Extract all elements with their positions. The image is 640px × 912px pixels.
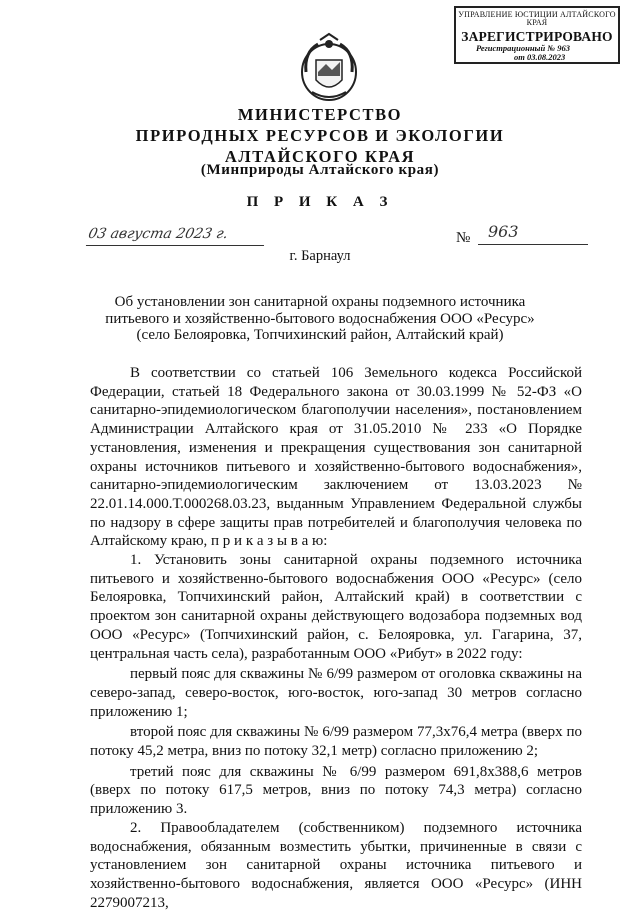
subject-line-1: Об установлении зон санитарной охраны подземного источника (114, 294, 526, 310)
stamp-registration-number: Регистрационный № 963 (476, 42, 570, 53)
document-type: П Р И К А З (246, 194, 394, 210)
ministry-short-name: (Минприроды Алтайского края) (200, 162, 440, 178)
document-subject (100, 294, 540, 344)
item-1-paragraph: 1. Установить зоны санитарной охраны подземного источника питьевого и хозяйственно-бытового водоснабжения ООО «Ресурс» (село Белояровка, Топчихинский район, Алтайский край) в соответствии с проектом зон санитарной охраны действующего водозабора подземных вод ООО «Ресурс» (Топчихинский район, с. Белояровка, ул. Гагарина, 37, центральная часть села), разработанным ООО «Рибут» в 2022 году: (90, 552, 582, 662)
handwritten-number: 963 (478, 222, 588, 245)
stamp-registered-label: ЗАРЕГИСТРИРОВАНО (461, 28, 613, 44)
registration-stamp (454, 6, 620, 64)
handwritten-date: 03 августа 2023 г. (86, 226, 268, 246)
ministry-line-3: АЛТАЙСКОГО КРАЯ (224, 147, 416, 166)
ministry-line-2: ПРИРОДНЫХ РЕСУРСОВ И ЭКОЛОГИИ (135, 126, 505, 145)
subject-line-2: питьевого и хозяйственно-бытового водоснабжения ООО «Ресурс» (105, 310, 535, 327)
coat-of-arms-emblem (298, 32, 360, 104)
stamp-registration-date: от 03.08.2023 (514, 51, 566, 62)
document-body (90, 364, 582, 912)
zone-2-paragraph: второй пояс для скважины № 6/99 размером 77,3х76,4 метра (вверх по потоку 45,2 метра, вниз по потоку 32,1 метр) согласно приложению 2; (90, 724, 582, 760)
ministry-line-1: МИНИСТЕРСТВО (237, 105, 403, 124)
stamp-organization: УПРАВЛЕНИЕ ЮСТИЦИИ АЛТАЙСКОГО КРАЯ (458, 10, 616, 28)
zone-3-paragraph: третий пояс для скважины № 6/99 размером 691,8х388,6 метров (вверх по потоку 617,5 метров, вниз по потоку 74,3 метра) согласно приложению 3. (90, 763, 582, 818)
ministry-name (0, 104, 640, 167)
preamble-paragraph: В соответствии со статьей 106 Земельного кодекса Российской Федерации, статьей 18 Федерального закона от 30.03.1999 № 52-ФЗ «О санитарно-эпидемиологическом благополучии населения», постановлением Администрации Алтайского края от 31.05.2010 № 233 «О Порядке установления, изменения и прекращения существования зон санитарной охраны источников питьевого и хозяйственно-бытового водоснабжения», санитарно-эпидемиологическим заключением от 13.03.2023 № 22.01.14.000.Т.000268.03.23, выданным Управлением Федеральной службы по надзору в сфере защиты прав потребителей и благополучия человека по Алтайскому краю, п р и к а з ы в а ю: (90, 365, 582, 550)
item-2-paragraph: 2. Правообладателем (собственником) подземного источника водоснабжения, обязанным возместить убытки, причиненные в связи с установлением зон санитарной охраны источника питьевого и хозяйственно-бытового водоснабжения, является ООО «Ресурс» (ИНН 2279007213, (90, 819, 582, 911)
city: г. Барнаул (289, 248, 351, 264)
number-label: № (456, 230, 471, 246)
zone-1-paragraph: первый пояс для скважины № 6/99 размером от оголовка скважины на северо-запад, северо-восток, юго-восток, юго-запад 30 метров согласно приложению 1; (90, 666, 582, 720)
subject-line-3: (село Белояровка, Топчихинский район, Алтайский край) (136, 327, 504, 343)
